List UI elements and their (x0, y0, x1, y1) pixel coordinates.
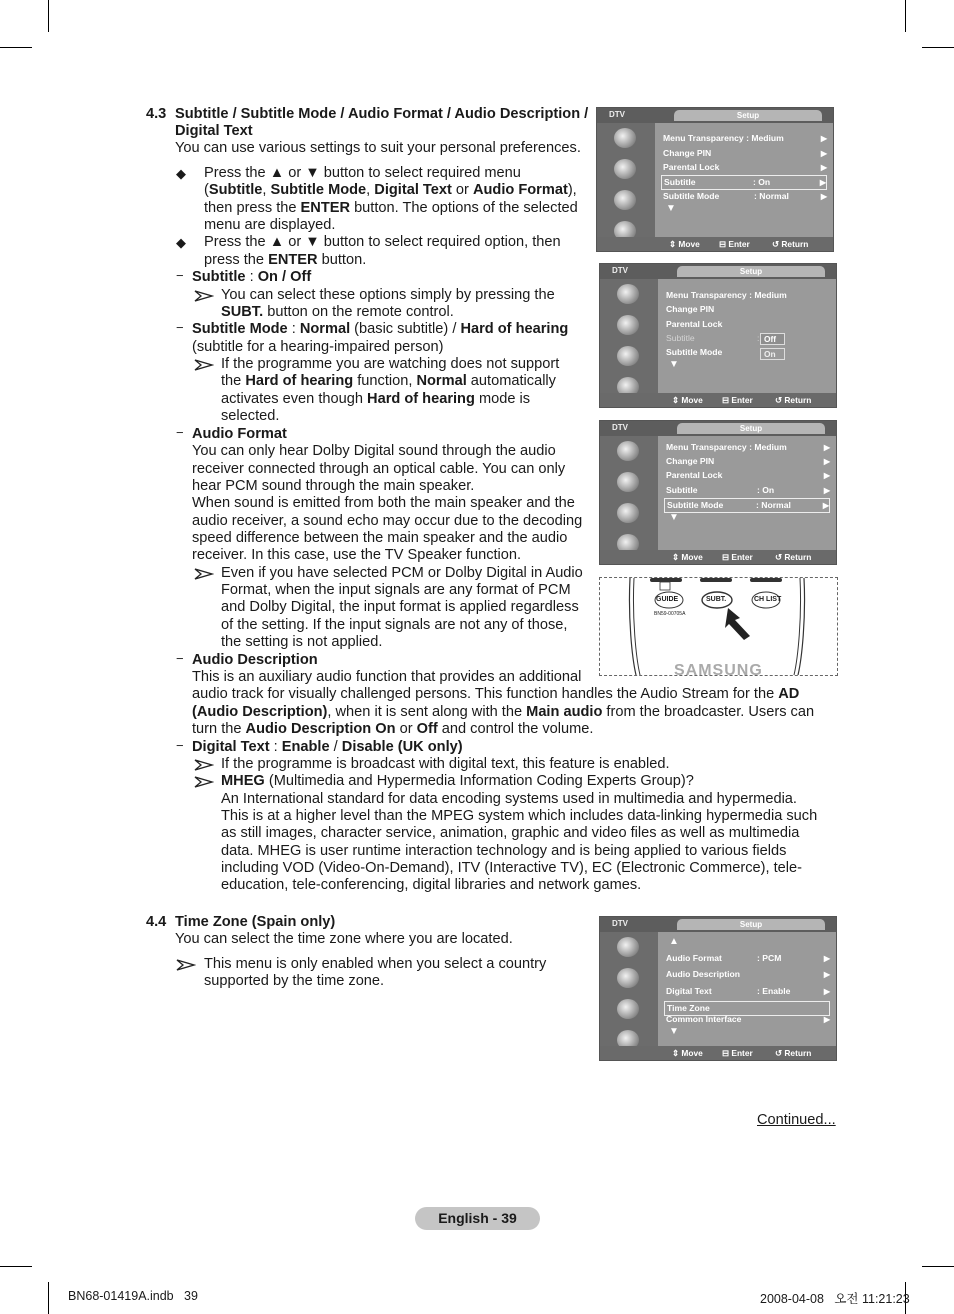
enter-hint: ⊟ Enter (722, 552, 753, 562)
setup-menu-screenshot (599, 263, 837, 408)
menu-dtv-label: DTV (612, 423, 628, 432)
note-text: If the programme you are watching does not support (221, 356, 560, 372)
remote-body (600, 578, 837, 675)
note-text: You can select these options simply by pressing the (221, 287, 555, 303)
samsung-logo: SAMSUNG (674, 662, 763, 676)
bullet-text: (Subtitle, Subtitle Mode, Digital Text or Audio Format), (204, 182, 577, 198)
menu-dtv-label: DTV (609, 110, 625, 119)
item-heading: Subtitle : On / Off (192, 269, 312, 285)
note-arrow-icon (194, 359, 214, 371)
menu-row: Menu Transparency : Medium (666, 290, 787, 300)
menu-setup-tab: Setup (677, 423, 825, 434)
section-title: Digital Text (175, 123, 253, 139)
menu-dtv-label: DTV (612, 266, 628, 275)
note-text: This is at a higher level than the MPEG system which includes data-linking hypermedia such (221, 808, 818, 824)
sound-icon (617, 968, 639, 988)
menu-sidebar (600, 279, 658, 393)
item-text: audio track for visually challenged persons. This function handles the Audio Stream for the AD (192, 686, 800, 702)
sound-icon (617, 472, 639, 492)
menu-row: Common Interface ▶ (666, 1014, 830, 1024)
crop-mark (48, 0, 49, 32)
scroll-down-icon: ▼ (666, 203, 676, 214)
menu-content (658, 436, 836, 550)
section-title: Subtitle / Subtitle Mode / Audio Format / Audio Description / (175, 106, 589, 122)
dash-marker: − (176, 320, 184, 335)
menu-row: Digital Text : Enable ▶ (666, 986, 830, 996)
setup-gear-icon (614, 190, 636, 210)
section-number: 4.3 (146, 106, 167, 122)
picture-icon (617, 441, 639, 461)
remote-control-illustration (599, 577, 838, 676)
menu-bottom-bar (600, 550, 836, 564)
bullet-text: menu are displayed. (204, 217, 336, 233)
menu-setup-tab: Setup (674, 110, 822, 121)
menu-row: Menu Transparency : Medium ▶ (663, 133, 827, 143)
item-text: speed difference between the main speaker and the audio (192, 530, 568, 546)
item-text: You can only hear Dolby Digital sound through the audio (192, 443, 556, 459)
move-hint: ⇕ Move (672, 1048, 703, 1058)
note-text: An International standard for data encoding systems used in multimedia and hypermedia. (221, 791, 797, 807)
note-text: as still images, character service, animation, graphic and video files as well as multimedia (221, 825, 800, 841)
picture-icon (617, 937, 639, 957)
menu-setup-tab: Setup (677, 266, 825, 277)
item-heading: Digital Text : Enable / Disable (UK only) (192, 739, 463, 755)
item-text: When sound is emitted from both the main speaker and the (192, 495, 575, 511)
menu-content (658, 279, 836, 393)
menu-bottom-bar (600, 1046, 836, 1060)
note-arrow-icon (194, 290, 214, 302)
picture-icon (617, 284, 639, 304)
dash-marker: − (176, 268, 184, 283)
menu-sidebar (597, 123, 655, 237)
setup-menu-screenshot (599, 420, 837, 565)
setup-gear-icon (617, 999, 639, 1019)
note-text: including VOD (Video-On-Demand), ITV (Interactive TV), EC (Electronic Commerce), tele- (221, 860, 802, 876)
menu-row: Change PIN ▶ (666, 456, 830, 466)
item-text: hear PCM sound through the main speaker. (192, 478, 475, 494)
move-hint: ⇕ Move (672, 552, 703, 562)
return-hint: ↺ Return (772, 239, 809, 249)
item-text: receiver. In this case, use the TV Speaker function. (192, 547, 522, 563)
note-text: education, tele-conferencing, digital libraries and network games. (221, 877, 642, 893)
section-number: 4.4 (146, 914, 167, 930)
note-text: the Hard of hearing function, Normal automatically (221, 373, 556, 389)
sound-icon (617, 315, 639, 335)
item-text: This is an auxiliary audio function that provides an additional (192, 669, 582, 685)
note-text: MHEG (Multimedia and Hypermedia Information Coding Experts Group)? (221, 773, 694, 789)
note-text: of the setting. If the input signals are not any of those, (221, 617, 568, 633)
bullet-text: Press the ▲ or ▼ button to select required option, then (204, 234, 561, 250)
note-arrow-icon (194, 568, 214, 580)
guide-button: GUIDE (656, 596, 679, 603)
picture-icon (614, 128, 636, 148)
menu-row-selected: Time Zone (664, 1001, 830, 1016)
move-hint: ⇕ Move (672, 395, 703, 405)
crop-mark (905, 0, 906, 32)
section-intro: You can select the time zone where you are located. (175, 931, 513, 947)
subt-button: SUBT. (706, 596, 727, 603)
bullet-text: Press the ▲ or ▼ button to select required menu (204, 165, 521, 181)
diamond-bullet-icon: ◆ (176, 166, 186, 181)
note-text: data. MHEG is user runtime interaction technology and is being applied to various fields (221, 843, 787, 859)
note-text: This menu is only enabled when you select a country (204, 956, 547, 972)
enter-hint: ⊟ Enter (719, 239, 750, 249)
item-text: audio receiver, a sound echo may occur due to the decoding (192, 513, 583, 529)
menu-row: Parental Lock ▶ (663, 162, 827, 172)
section-intro: You can use various settings to suit your personal preferences. (175, 140, 581, 156)
enter-hint: ⊟ Enter (722, 395, 753, 405)
setup-menu-screenshot (596, 107, 834, 252)
bullet-text: then press the ENTER button. The options of the selected (204, 200, 578, 216)
menu-row: Parental Lock (666, 319, 723, 329)
setup-gear-icon (617, 503, 639, 523)
note-text: Even if you have selected PCM or Dolby Digital in Audio (221, 565, 583, 581)
bullet-text: press the ENTER button. (204, 252, 367, 268)
option-on: On (760, 348, 785, 360)
chlist-button: CH LIST (754, 596, 782, 603)
note-text: selected. (221, 408, 280, 424)
menu-row: Subtitle Mode : Normal ▶ (663, 191, 827, 201)
crop-mark (922, 1266, 954, 1267)
menu-row: Subtitle Mode (666, 347, 723, 357)
item-heading: Subtitle Mode : Normal (basic subtitle) / Hard of hearing (192, 321, 569, 337)
diamond-bullet-icon: ◆ (176, 235, 186, 250)
crop-mark (0, 1266, 32, 1267)
menu-bottom-bar (600, 393, 836, 407)
menu-row: Subtitle : (666, 333, 760, 343)
sound-icon (614, 159, 636, 179)
menu-bottom-bar (597, 237, 833, 251)
note-arrow-icon (194, 776, 214, 788)
note-text: and Dolby Digital, the input format is applied regardless (221, 599, 579, 615)
menu-row-selected: Subtitle : On ▶ (661, 175, 827, 190)
setup-menu-screenshot (599, 916, 837, 1061)
menu-row: Change PIN (666, 304, 715, 314)
note-text: Format, when the input signals are any format of PCM (221, 582, 571, 598)
section-title: Time Zone (Spain only) (175, 914, 336, 930)
menu-setup-tab: Setup (677, 919, 825, 930)
menu-content (655, 123, 833, 237)
note-text: SUBT. button on the remote control. (221, 304, 454, 320)
page-number-badge: English - 39 (415, 1207, 540, 1230)
menu-row: Audio Description ▶ (666, 969, 830, 979)
menu-row: Parental Lock ▶ (666, 470, 830, 480)
model-number: BN59-00705A (654, 611, 686, 617)
note-arrow-icon (194, 759, 214, 771)
enter-hint: ⊟ Enter (722, 1048, 753, 1058)
menu-content (658, 932, 836, 1046)
note-arrow-icon (176, 959, 196, 971)
item-text: (subtitle for a hearing-impaired person) (192, 339, 444, 355)
menu-row: Subtitle : On ▶ (666, 485, 830, 495)
menu-row: Audio Format : PCM ▶ (666, 953, 830, 963)
item-text: receiver connected through an optical cable. You can only (192, 461, 566, 477)
item-text: turn the Audio Description On or Off and control the volume. (192, 721, 594, 737)
option-off: Off (760, 333, 785, 345)
move-hint: ⇕ Move (669, 239, 700, 249)
print-date: 2008-04-08 오전 11:21:23 (760, 1292, 910, 1306)
dash-marker: − (176, 425, 184, 440)
note-text: activates even though Hard of hearing mode is (221, 391, 531, 407)
menu-row: Menu Transparency : Medium ▶ (666, 442, 830, 452)
note-text: supported by the time zone. (204, 973, 385, 989)
setup-gear-icon (617, 346, 639, 366)
crop-mark (48, 1282, 49, 1314)
menu-dtv-label: DTV (612, 919, 628, 928)
menu-row: Change PIN ▶ (663, 148, 827, 158)
note-text: the setting is not applied. (221, 634, 383, 650)
continued-label: Continued... (757, 1112, 836, 1128)
return-hint: ↺ Return (775, 1048, 812, 1058)
item-heading: Audio Description (192, 652, 318, 668)
item-heading: Audio Format (192, 426, 287, 442)
scroll-down-icon: ▼ (669, 1026, 679, 1037)
scroll-up-icon: ▲ (669, 936, 679, 947)
crop-mark (0, 47, 32, 48)
scroll-down-icon: ▼ (669, 359, 679, 370)
return-hint: ↺ Return (775, 552, 812, 562)
file-name: BN68-01419A.indb 39 (68, 1289, 198, 1303)
note-text: If the programme is broadcast with digital text, this feature is enabled. (221, 756, 670, 772)
menu-sidebar (600, 436, 658, 550)
dash-marker: − (176, 651, 184, 666)
scroll-down-icon: ▼ (669, 512, 679, 523)
menu-row-selected: Subtitle Mode : Normal ▶ (664, 498, 830, 513)
return-hint: ↺ Return (775, 395, 812, 405)
dash-marker: − (176, 738, 184, 753)
crop-mark (922, 47, 954, 48)
menu-sidebar (600, 932, 658, 1046)
item-text: (Audio Description), when it is sent along with the Main audio from the broadcaster. Users can (192, 704, 815, 720)
